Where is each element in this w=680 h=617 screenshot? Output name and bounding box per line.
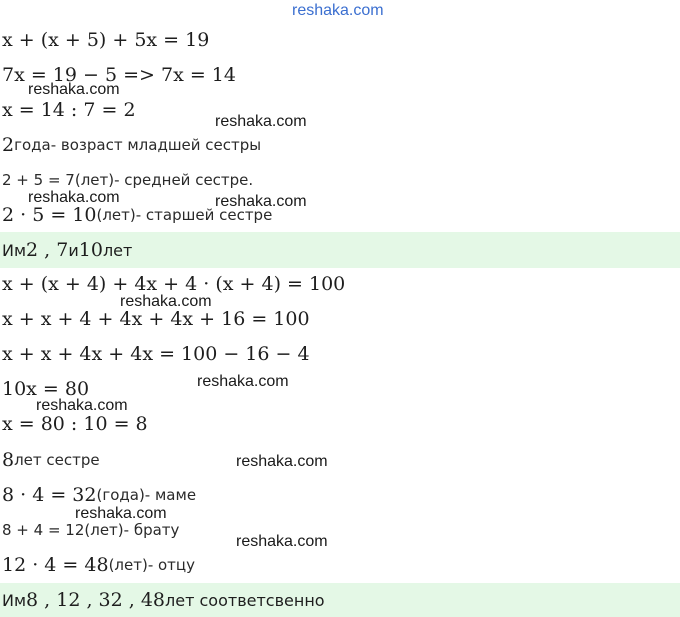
result-text: лет сестре <box>14 451 100 469</box>
equation-line <box>0 92 680 128</box>
answer-suffix: лет соответсвенно <box>165 590 325 610</box>
equation-line <box>0 371 680 407</box>
result-line <box>0 442 680 478</box>
answer-prefix: Им <box>2 590 27 610</box>
result-line <box>0 547 680 583</box>
equation: x + x + 4 + 4x + 4x + 16 = 100 <box>2 308 310 330</box>
equation: x = 80 : 10 = 8 <box>2 413 148 435</box>
answer-box <box>0 232 680 268</box>
result-line <box>0 512 680 548</box>
watermark: reshaka.com <box>215 113 307 130</box>
watermark: reshaka.com <box>28 189 120 206</box>
answer-values: 8 , 12 , 32 , 48 <box>26 589 166 611</box>
result-line <box>0 477 680 513</box>
answer-suffix: лет <box>102 240 133 260</box>
watermark: reshaka.com <box>120 293 212 310</box>
result-value: 2 + 5 = 7 <box>2 171 75 189</box>
result-text: (года)- маме <box>96 486 197 504</box>
equation-line <box>0 406 680 442</box>
equation: 7x = 19 − 5 => 7x = 14 <box>2 64 236 86</box>
equation: 10x = 80 <box>2 378 90 400</box>
result-line <box>0 197 680 233</box>
answer-box <box>0 583 680 617</box>
equation-line <box>0 266 680 302</box>
result-line <box>0 162 680 198</box>
result-text: (лет)- старшей сестре <box>96 206 273 224</box>
watermark-top[interactable]: reshaka.com <box>292 2 384 19</box>
result-text: года- возраст младшей сестры <box>14 136 262 154</box>
result-value: 8 · 4 = 32 <box>2 484 97 506</box>
watermark: reshaka.com <box>236 453 328 470</box>
answer-prefix: Им <box>2 240 27 260</box>
result-text: (лет)- отцу <box>108 556 196 574</box>
result-value: 2 · 5 = 10 <box>2 204 97 226</box>
equation-line <box>0 301 680 337</box>
result-value: 2 <box>2 134 15 156</box>
equation-line <box>0 57 680 93</box>
watermark: reshaka.com <box>75 505 167 522</box>
watermark: reshaka.com <box>236 533 328 550</box>
watermark: reshaka.com <box>197 373 289 390</box>
watermark: reshaka.com <box>36 397 128 414</box>
watermark: reshaka.com <box>28 81 120 98</box>
answer-value: 10 <box>78 239 103 261</box>
answer-values: 2 , 7 <box>26 239 69 261</box>
result-line <box>0 127 680 163</box>
result-text: (лет)- средней сестре. <box>74 171 254 189</box>
equation: x = 14 : 7 = 2 <box>2 99 136 121</box>
result-value: 8 <box>2 449 15 471</box>
equation-line <box>0 22 680 58</box>
result-value: 8 + 4 = 12 <box>2 521 85 539</box>
equation: x + (x + 4) + 4x + 4 · (x + 4) = 100 <box>2 273 346 295</box>
equation: x + x + 4x + 4x = 100 − 16 − 4 <box>2 343 310 365</box>
watermark: reshaka.com <box>215 193 307 210</box>
answer-conjunction: и <box>68 240 79 260</box>
equation-line <box>0 336 680 372</box>
equation: x + (x + 5) + 5x = 19 <box>2 29 210 51</box>
result-value: 12 · 4 = 48 <box>2 554 109 576</box>
result-text: (лет)- брату <box>84 521 180 539</box>
